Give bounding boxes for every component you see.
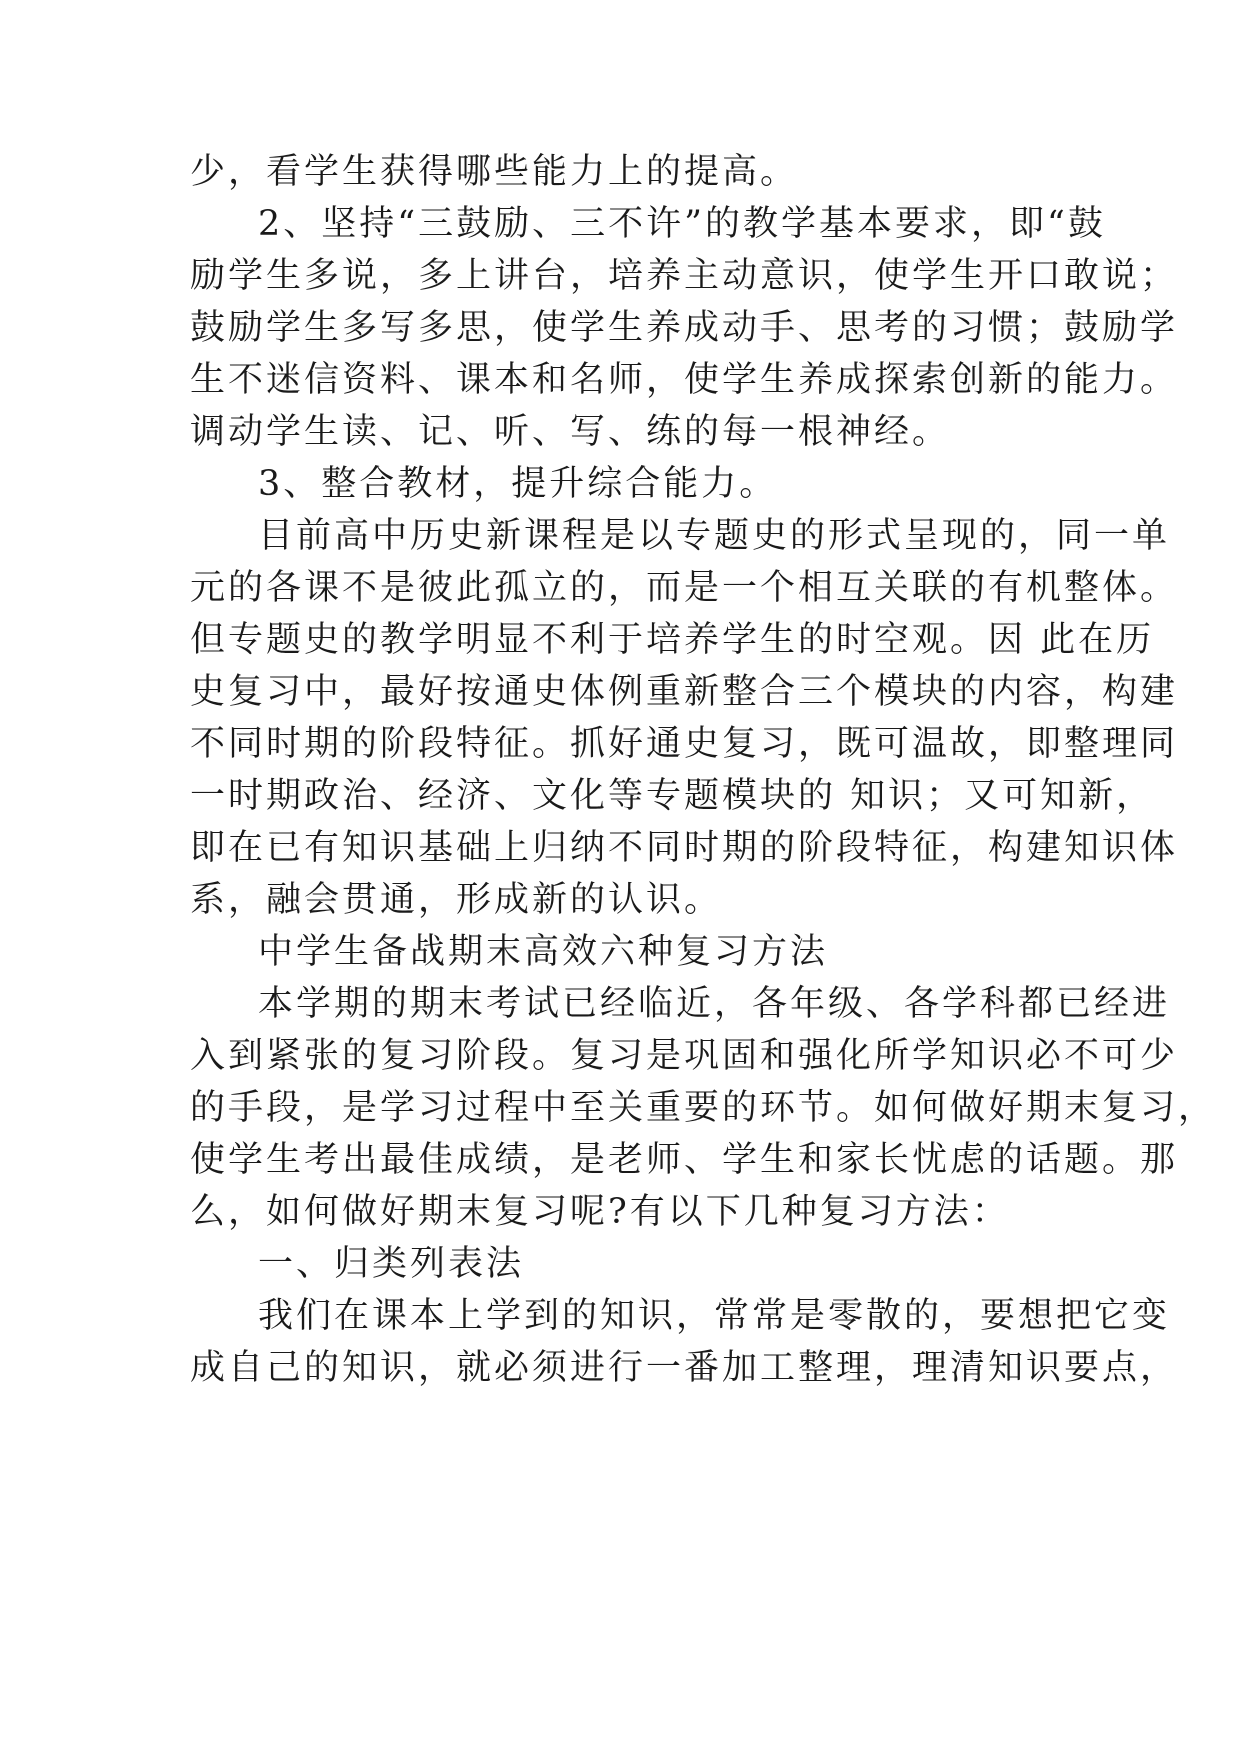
text-line-14: 即在已有知识基础上归纳不同时期的阶段特征，构建知识体 xyxy=(190,828,1179,868)
text-line-18: 入到紧张的复习阶段。复习是巩固和强化所学知识必不可少 xyxy=(190,1036,1179,1076)
text-line-15: 系，融会贯通，形成新的认识。 xyxy=(190,880,723,920)
text-line-5: 生不迷信资料、课本和名师，使学生养成探索创新的能力。 xyxy=(190,360,1179,400)
text-line-19: 的手段，是学习过程中至关重要的环节。如何做好期末复习， xyxy=(190,1088,1217,1128)
section-heading: 中学生备战期末高效六种复习方法 xyxy=(258,932,829,972)
text-line-1: 少，看学生获得哪些能力上的提高。 xyxy=(190,152,799,192)
text-line-8: 目前高中历史新课程是以专题史的形式呈现的，同一单 xyxy=(258,516,1171,556)
text-line-9: 元的各课不是彼此孤立的，而是一个相互关联的有机整体。 xyxy=(190,568,1179,608)
text-line-17: 本学期的期末考试已经临近，各年级、各学科都已经进 xyxy=(258,984,1171,1024)
text-line-13: 一时期政治、经济、文化等专题模块的 知识；又可知新， xyxy=(190,776,1155,816)
text-line-20: 使学生考出最佳成绩，是老师、学生和家长忧虑的话题。那 xyxy=(190,1140,1179,1180)
text-line-12: 不同时期的阶段特征。抓好通史复习，既可温故，即整理同 xyxy=(190,724,1179,764)
text-line-24: 成自己的知识，就必须进行一番加工整理，理清知识要点， xyxy=(190,1348,1179,1388)
text-line-2: 2、坚持“三鼓励、三不许”的教学基本要求，即“鼓 xyxy=(258,204,1106,244)
text-line-10: 但专题史的教学明显不利于培养学生的时空观。因 此在历 xyxy=(190,620,1155,660)
text-line-4: 鼓励学生多写多思，使学生养成动手、思考的习惯；鼓励学 xyxy=(190,308,1179,348)
text-line-21: 么，如何做好期末复习呢?有以下几种复习方法： xyxy=(190,1192,1010,1232)
subheading-1: 一、归类列表法 xyxy=(258,1244,525,1284)
text-line-6: 调动学生读、记、听、写、练的每一根神经。 xyxy=(190,412,951,452)
text-line-11: 史复习中，最好按通史体例重新整合三个模块的内容，构建 xyxy=(190,672,1179,712)
text-line-23: 我们在课本上学到的知识，常常是零散的，要想把它变 xyxy=(258,1296,1171,1336)
text-line-7: 3、整合教材，提升综合能力。 xyxy=(258,464,778,504)
text-line-3: 励学生多说，多上讲台，培养主动意识，使学生开口敢说； xyxy=(190,256,1179,296)
